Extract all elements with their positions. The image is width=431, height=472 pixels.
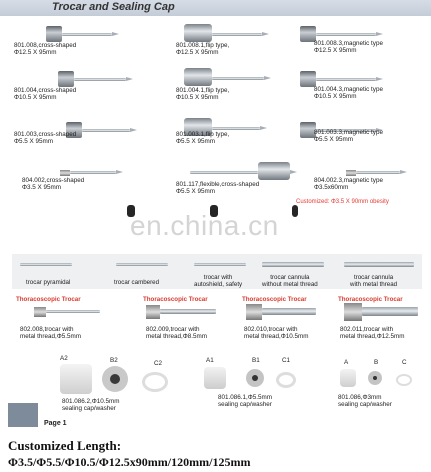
thoracoscopic-trocar-image (362, 307, 418, 316)
cap-letter: A1 (206, 357, 214, 364)
trocar-shaft (316, 33, 376, 36)
washer-image (142, 372, 168, 392)
trocar-tip (130, 128, 137, 132)
cap-label: 801.086,Φ3mm sealing cap/washer (338, 394, 392, 409)
trocar-tip (126, 77, 133, 81)
trocar-part-label: trocar pyramidal (26, 279, 71, 286)
trocar-part-image (116, 263, 168, 266)
thoracoscopic-title: Thoracoscopic Trocar (242, 296, 307, 303)
product-label: 801.004.3,magnetic type Φ10.5 X 95mm (314, 86, 383, 101)
trocar-shaft (356, 171, 400, 174)
thoracoscopic-trocar-image (160, 309, 216, 314)
footer-sizes: Φ3.5/Φ5.5/Φ10.5/Φ12.5x90mm/120mm/125mm (8, 455, 251, 469)
trocar-image (184, 68, 212, 86)
page-thumbnail (8, 403, 38, 427)
product-label: 804.002.3,magnetic type Φ3.5x60mm (314, 177, 383, 192)
trocar-tip (260, 126, 267, 130)
trocar-tip (400, 170, 407, 174)
trocar-tip (262, 32, 269, 36)
page-label: Page 1 (44, 420, 67, 427)
trocar-image (46, 26, 62, 42)
trocar-part-label: trocar cambered (114, 279, 160, 286)
cap-letter: B1 (252, 357, 260, 364)
cap-letter: C1 (282, 357, 291, 364)
trocar-shaft (212, 127, 260, 130)
product-label: 801.003.3,magnetic type Φ5.5 X 95mm (314, 129, 383, 144)
product-label: 801.008.3,magnetic type Φ12.5 X 95mm (314, 40, 383, 55)
thoracoscopic-title: Thoracoscopic Trocar (338, 296, 403, 303)
trocar-shaft (62, 33, 112, 36)
cap-letter: B2 (110, 357, 118, 364)
trocar-part-label: trocar with autoshield, safety (194, 274, 243, 288)
trocar-image (300, 71, 316, 87)
trocar-part-label: trocar cannula without metal thread (262, 274, 318, 288)
trocar-tip (116, 170, 123, 174)
trocar-shaft (316, 78, 376, 81)
trocar-shaft (190, 171, 258, 174)
trocar-tip (376, 32, 383, 36)
washer-image (276, 372, 296, 388)
product-label: 801.003,cross-shaped Φ5.5 X 95mm (14, 131, 77, 146)
product-label: 801.117,flexible,cross-shaped Φ5.5 X 95mm (176, 181, 260, 196)
thoracoscopic-label: 802.009,trocar with metal thread,Φ8.5mm (146, 326, 208, 341)
thoracoscopic-title: Thoracoscopic Trocar (143, 296, 208, 303)
sealing-cap-image (60, 364, 92, 394)
trocar-image (346, 170, 356, 176)
sealing-cap-image (204, 367, 226, 389)
sealing-ring-image (292, 205, 298, 217)
trocar-part-image (20, 263, 72, 266)
product-label: 804.002,cross-shaped Φ3.5 X 95mm (22, 177, 85, 192)
trocar-tip (112, 32, 119, 36)
washer-image (396, 374, 412, 386)
trocar-part-image (344, 262, 414, 267)
thoracoscopic-trocar-image (344, 303, 362, 321)
sealing-cap-hole (373, 376, 377, 380)
thoracoscopic-trocar-image (262, 308, 316, 315)
customized-note: Customized: Φ3.5 X 90mm obesity (296, 199, 389, 205)
trocar-shaft (74, 78, 126, 81)
cap-label: 801.086.1,Φ5.5mm sealing cap/washer (218, 394, 273, 409)
trocar-part-image (194, 263, 246, 266)
trocar-shaft (212, 77, 264, 80)
sealing-cap-hole (110, 374, 120, 384)
trocar-shaft (82, 129, 130, 132)
product-label: 801.004,cross-shaped Φ10.5 X 95mm (14, 87, 77, 102)
cap-letter: A (344, 359, 349, 366)
trocar-image (184, 24, 212, 42)
trocar-shaft (70, 171, 116, 174)
product-label: 801.008.1,flip type, Φ12.5 X 95mm (176, 42, 230, 57)
thoracoscopic-trocar-image (46, 310, 100, 313)
thoracoscopic-trocar-image (34, 307, 46, 317)
thoracoscopic-label: 802.011,trocar with metal thread,Φ12.5mm (340, 326, 405, 341)
trocar-tip (290, 170, 297, 174)
trocar-image (58, 71, 74, 87)
thoracoscopic-label: 802.008,trocar with metal thread,Φ5.5mm (20, 326, 82, 341)
trocar-tip (376, 77, 383, 81)
cap-label: 801.086.2,Φ10.5mm sealing cap/washer (62, 398, 120, 413)
product-label: 801.003.1,flip type, Φ5.5 X 95mm (176, 131, 230, 146)
thoracoscopic-label: 802.010,trocar with metal thread,Φ10.5mm (244, 326, 309, 341)
thoracoscopic-trocar-image (146, 305, 160, 319)
watermark: en.china.cn (130, 210, 279, 241)
thoracoscopic-title: Thoracoscopic Trocar (16, 296, 81, 303)
trocar-shaft (212, 33, 262, 36)
sealing-cap-image (340, 369, 356, 387)
trocar-image (258, 162, 290, 180)
product-label: 801.008,cross-shaped Φ12.5 X 95mm (14, 42, 77, 57)
cap-letter: A2 (60, 355, 68, 362)
product-label: 801.004.1,flip type, Φ10.5 X 95mm (176, 87, 230, 102)
trocar-image (60, 170, 70, 176)
footer-heading: Customized Length: (8, 438, 122, 453)
sealing-cap-hole (252, 375, 258, 381)
page-title: Trocar and Sealing Cap (52, 1, 175, 13)
cap-letter: B (374, 359, 379, 366)
trocar-part-image (262, 262, 324, 267)
trocar-tip (264, 76, 271, 80)
trocar-part-label: trocar cannula with metal thread (350, 274, 398, 288)
thoracoscopic-trocar-image (246, 304, 262, 320)
cap-letter: C (402, 359, 407, 366)
cap-letter: C2 (154, 360, 163, 367)
